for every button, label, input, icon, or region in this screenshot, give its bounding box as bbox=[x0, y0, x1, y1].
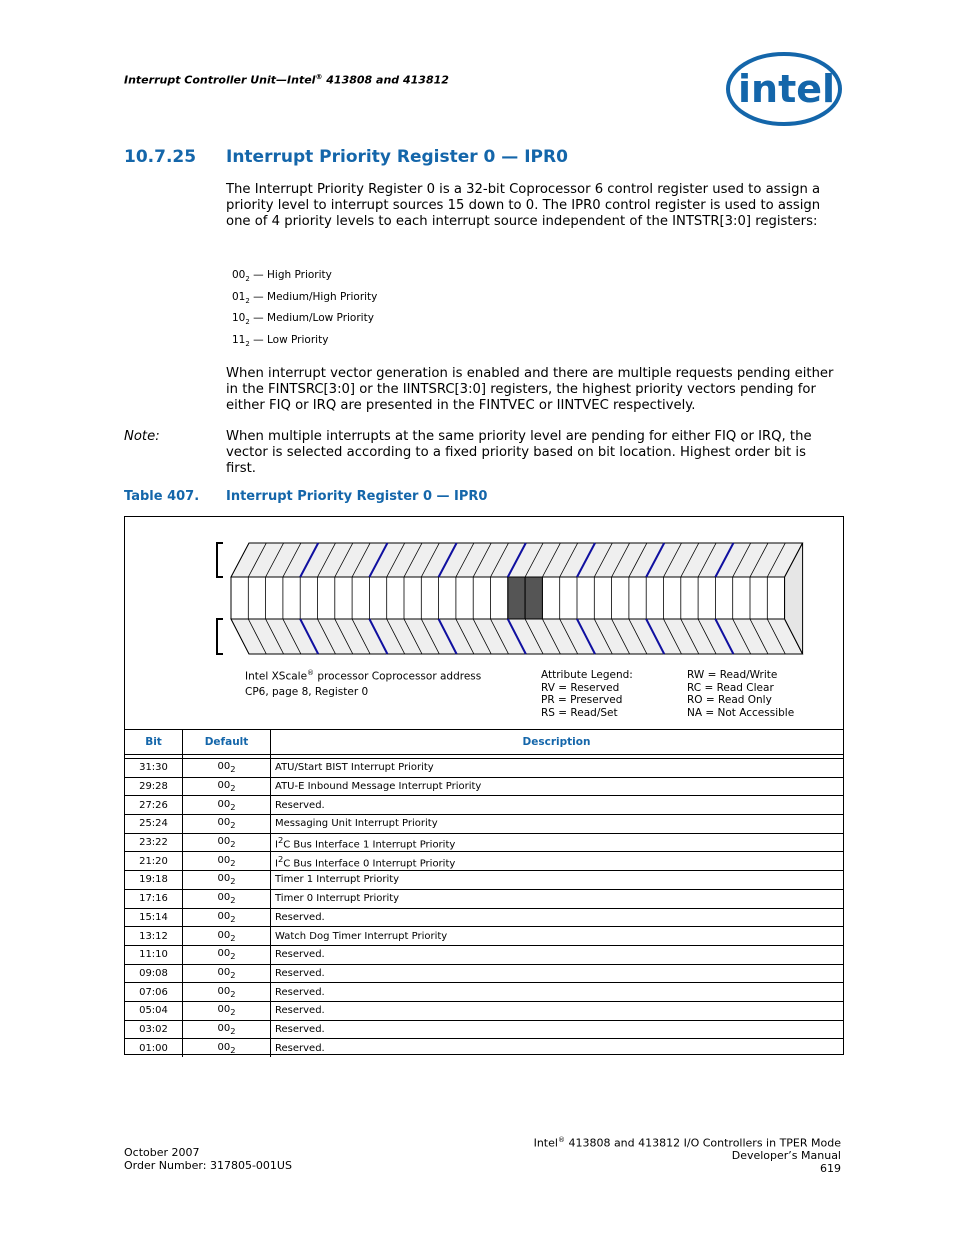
cell-description: Reserved. bbox=[271, 796, 844, 815]
default-value: 00 bbox=[217, 817, 231, 829]
running-header-text-2: 413808 and 413812 bbox=[322, 73, 449, 87]
diagram-caption-line bbox=[245, 666, 481, 685]
legend-entry: RV = Reserved bbox=[541, 681, 620, 694]
default-base: 2 bbox=[230, 876, 236, 887]
bit-cell-shaded bbox=[525, 577, 542, 619]
attribute-legend-left bbox=[541, 669, 633, 719]
section-number: 10.7.25 bbox=[124, 147, 197, 167]
legend-title: Attribute Legend: bbox=[541, 669, 633, 681]
running-header-text: Interrupt Controller Unit—Intel bbox=[124, 73, 316, 87]
note-text: When multiple interrupts at the same priority level are pending for either FIQ or IRQ, the vector is selected according to a fixed priority based on bit location. Highest order bit is first. bbox=[226, 429, 812, 476]
desc-prefix: I bbox=[275, 839, 278, 851]
table-row bbox=[125, 777, 843, 796]
footer-doc-type: Developer’s Manual bbox=[731, 1149, 841, 1163]
legend-entry: NA = Not Accessible bbox=[687, 706, 795, 719]
priority-code: 11 bbox=[232, 334, 246, 346]
table-row bbox=[125, 871, 843, 890]
cell-description bbox=[271, 833, 844, 852]
cell-bit: 27:26 bbox=[125, 796, 183, 815]
register-bit-diagram bbox=[125, 517, 843, 677]
attribute-legend-right bbox=[687, 669, 794, 719]
table-row bbox=[125, 1020, 843, 1039]
priority-code: 00 bbox=[232, 269, 246, 281]
cell-default bbox=[183, 945, 271, 964]
footer-text: Intel bbox=[533, 1136, 558, 1150]
bit-definition-table bbox=[125, 729, 843, 1057]
priority-subscript: 2 bbox=[245, 318, 250, 327]
default-value: 00 bbox=[217, 966, 231, 978]
cell-bit: 09:08 bbox=[125, 964, 183, 983]
default-value: 00 bbox=[217, 780, 231, 792]
page-number: 619 bbox=[820, 1161, 841, 1175]
table-row bbox=[125, 927, 843, 946]
priority-code: 01 bbox=[232, 291, 246, 303]
cell-default bbox=[183, 871, 271, 890]
table-row bbox=[125, 852, 843, 871]
legend-entry: PR = Preserved bbox=[541, 694, 623, 706]
intel-logo-icon bbox=[726, 52, 842, 126]
priority-item bbox=[232, 291, 377, 308]
cell-description: Watch Dog Timer Interrupt Priority bbox=[271, 927, 844, 946]
bit-cell-shaded bbox=[508, 577, 525, 619]
priority-item bbox=[232, 269, 332, 286]
cell-default bbox=[183, 927, 271, 946]
cell-bit: 21:20 bbox=[125, 852, 183, 871]
registered-mark: ® bbox=[307, 669, 315, 677]
cell-description: Reserved. bbox=[271, 1039, 844, 1057]
default-base: 2 bbox=[230, 913, 236, 924]
table-row bbox=[125, 796, 843, 815]
cell-bit: 13:12 bbox=[125, 927, 183, 946]
priority-code: 10 bbox=[232, 312, 246, 324]
cell-description: Timer 0 Interrupt Priority bbox=[271, 889, 844, 908]
default-base: 2 bbox=[230, 764, 236, 775]
default-base: 2 bbox=[230, 988, 236, 999]
default-base: 2 bbox=[230, 951, 236, 962]
table-title: Interrupt Priority Register 0 — IPR0 bbox=[226, 489, 488, 504]
default-base: 2 bbox=[230, 801, 236, 812]
cell-description: Reserved. bbox=[271, 945, 844, 964]
cell-bit: 07:06 bbox=[125, 983, 183, 1002]
table-row bbox=[125, 908, 843, 927]
legend-entry: RO = Read Only bbox=[687, 694, 772, 706]
legend-entry: RC = Read Clear bbox=[687, 681, 774, 694]
cell-bit: 15:14 bbox=[125, 908, 183, 927]
cell-description bbox=[271, 852, 844, 871]
cell-bit: 01:00 bbox=[125, 1039, 183, 1057]
priority-subscript: 2 bbox=[245, 275, 250, 284]
cell-description: Reserved. bbox=[271, 964, 844, 983]
default-base: 2 bbox=[230, 895, 236, 906]
priority-item bbox=[232, 334, 328, 351]
desc-prefix: I bbox=[275, 857, 278, 869]
cell-description: Reserved. bbox=[271, 908, 844, 927]
table-number: Table 407. bbox=[124, 489, 200, 504]
column-header-bit: Bit bbox=[125, 730, 183, 755]
cell-bit: 19:18 bbox=[125, 871, 183, 890]
priority-item bbox=[232, 312, 374, 329]
table-header-row bbox=[125, 730, 843, 755]
table-caption bbox=[124, 489, 487, 504]
cell-default bbox=[183, 908, 271, 927]
cell-description: Reserved. bbox=[271, 1020, 844, 1039]
cell-bit: 23:22 bbox=[125, 833, 183, 852]
cell-description: ATU/Start BIST Interrupt Priority bbox=[271, 759, 844, 778]
cell-bit: 11:10 bbox=[125, 945, 183, 964]
desc-text: C Bus Interface 1 Interrupt Priority bbox=[283, 839, 456, 851]
cell-default bbox=[183, 815, 271, 834]
cell-bit: 03:02 bbox=[125, 1020, 183, 1039]
desc-superscript: 2 bbox=[277, 834, 284, 845]
vector-paragraph: When interrupt vector generation is enabled and there are multiple requests pending either in the FINTSRC[3:0] or the IINTSRC[3:0] registers, the highest priority vectors pending for either FIQ or IRQ are presented in the FINTVEC or IINTVEC respectively. bbox=[226, 366, 834, 413]
cell-description: ATU-E Inbound Message Interrupt Priority bbox=[271, 777, 844, 796]
default-value: 00 bbox=[217, 761, 231, 773]
legend-entry: RW = Read/Write bbox=[687, 669, 778, 681]
default-value: 00 bbox=[217, 854, 231, 866]
diagram-caption bbox=[245, 666, 481, 700]
cell-default bbox=[183, 759, 271, 778]
cell-bit: 31:30 bbox=[125, 759, 183, 778]
section-title: Interrupt Priority Register 0 — IPR0 bbox=[226, 147, 568, 167]
default-base: 2 bbox=[230, 1044, 236, 1055]
default-base: 2 bbox=[230, 1007, 236, 1018]
diagram-caption-line: CP6, page 8, Register 0 bbox=[245, 685, 369, 698]
cell-description: Reserved. bbox=[271, 1001, 844, 1020]
caption-text: Intel XScale bbox=[245, 670, 308, 683]
cell-default bbox=[183, 777, 271, 796]
cell-default bbox=[183, 889, 271, 908]
default-value: 00 bbox=[217, 892, 231, 904]
cell-description: Timer 1 Interrupt Priority bbox=[271, 871, 844, 890]
default-base: 2 bbox=[230, 783, 236, 794]
registered-mark: ® bbox=[315, 73, 323, 81]
cell-bit: 05:04 bbox=[125, 1001, 183, 1020]
default-value: 00 bbox=[217, 1022, 231, 1034]
registered-mark: ® bbox=[557, 1136, 565, 1144]
note-label: Note: bbox=[124, 429, 160, 444]
cell-default bbox=[183, 1039, 271, 1057]
default-value: 00 bbox=[217, 985, 231, 997]
cell-bit: 25:24 bbox=[125, 815, 183, 834]
cell-default bbox=[183, 796, 271, 815]
cell-default bbox=[183, 964, 271, 983]
footer-date: October 2007 bbox=[124, 1146, 200, 1159]
table-row bbox=[125, 1001, 843, 1020]
priority-subscript: 2 bbox=[245, 340, 250, 349]
desc-text: C Bus Interface 0 Interrupt Priority bbox=[283, 857, 456, 869]
table-row bbox=[125, 964, 843, 983]
footer-left bbox=[124, 1147, 292, 1172]
priority-label: — Medium/High Priority bbox=[249, 291, 378, 303]
cell-bit: 17:16 bbox=[125, 889, 183, 908]
cell-default bbox=[183, 1020, 271, 1039]
table-row bbox=[125, 983, 843, 1002]
register-table bbox=[124, 516, 844, 1055]
default-base: 2 bbox=[230, 1025, 236, 1036]
table-row bbox=[125, 1039, 843, 1057]
table-row bbox=[125, 889, 843, 908]
default-value: 00 bbox=[217, 1004, 231, 1016]
cell-default bbox=[183, 983, 271, 1002]
footer-doc-title bbox=[534, 1134, 841, 1150]
default-value: 00 bbox=[217, 798, 231, 810]
default-value: 00 bbox=[217, 836, 231, 848]
bracket-top bbox=[217, 543, 223, 577]
table-row bbox=[125, 945, 843, 964]
priority-label: — Medium/Low Priority bbox=[249, 312, 374, 324]
default-base: 2 bbox=[230, 820, 236, 831]
default-value: 00 bbox=[217, 1041, 231, 1053]
intro-paragraph: The Interrupt Priority Register 0 is a 32-bit Coprocessor 6 control register used to assign a priority level to interrupt sources 15 down to 0. The IPR0 control register is used to assign one of 4 priority levels to each interrupt source independent of the INTSTR[3:0] registers: bbox=[226, 182, 821, 229]
footer-text-2: 413808 and 413812 I/O Controllers in TPER Mode bbox=[564, 1136, 841, 1150]
priority-label: — High Priority bbox=[249, 269, 332, 281]
section-heading bbox=[124, 147, 568, 167]
default-value: 00 bbox=[217, 929, 231, 941]
cell-default bbox=[183, 1001, 271, 1020]
table-row bbox=[125, 759, 843, 778]
table-row bbox=[125, 833, 843, 852]
default-value: 00 bbox=[217, 948, 231, 960]
default-base: 2 bbox=[230, 969, 236, 980]
default-base: 2 bbox=[230, 839, 236, 850]
column-header-default: Default bbox=[183, 730, 271, 755]
desc-superscript: 2 bbox=[277, 853, 284, 864]
default-base: 2 bbox=[230, 932, 236, 943]
default-value: 00 bbox=[217, 873, 231, 885]
table-row bbox=[125, 815, 843, 834]
default-base: 2 bbox=[230, 857, 236, 868]
legend-entry: RS = Read/Set bbox=[541, 706, 618, 719]
bracket-bottom bbox=[217, 619, 223, 654]
cell-description: Messaging Unit Interrupt Priority bbox=[271, 815, 844, 834]
column-header-description: Description bbox=[271, 730, 844, 755]
cell-description: Reserved. bbox=[271, 983, 844, 1002]
cell-default bbox=[183, 852, 271, 871]
footer-order-number: Order Number: 317805-001US bbox=[124, 1158, 292, 1172]
caption-text-2: processor Coprocessor address bbox=[314, 670, 482, 683]
default-value: 00 bbox=[217, 910, 231, 922]
cell-default bbox=[183, 833, 271, 852]
intel-logo-text: intel bbox=[738, 67, 836, 111]
priority-label: — Low Priority bbox=[249, 334, 329, 346]
cell-bit: 29:28 bbox=[125, 777, 183, 796]
running-header bbox=[124, 73, 449, 87]
priority-subscript: 2 bbox=[245, 297, 250, 306]
footer-right bbox=[534, 1134, 841, 1175]
